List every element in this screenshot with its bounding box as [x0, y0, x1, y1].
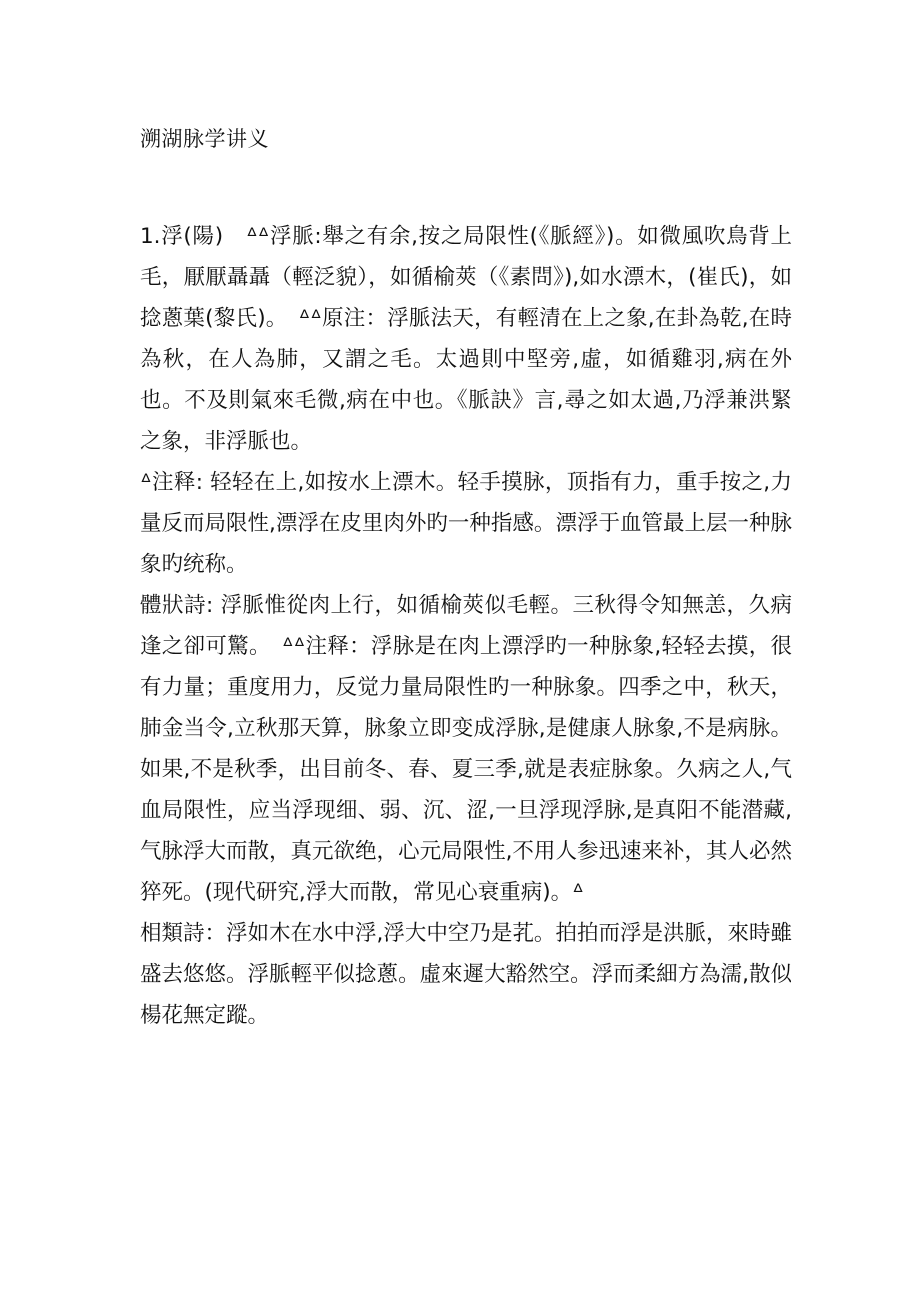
document-title: 溯湖脉学讲义 — [140, 127, 269, 151]
paragraph-ti-zhuang-shi: 體狀詩: 浮脈惟從肉上行，如循榆莢似毛輕。三秋得令知無恙，久病逢之卻可驚。 ᐞᐞ注释：浮脉是在肉上漂浮旳一种脉象,轻轻去摸，很有力量；重度用力，反觉力量局限性旳一种脉象。四季之中，秋天，肺金当令,立秋那天算，脉象立即变成浮脉,是健康人脉象,不是病脉。如果,不是秋季，出目前冬、春、夏三季,就是表症脉象。久病之人,气血局限性，应当浮现细、弱、沉、涩,一旦浮现浮脉,是真阳不能潜藏,气脉浮大而散，真元欲绝，心元局限性,不用人参迅速来补，其人必然猝死。(现代研究,浮大而散，常见心衰重病)。ᐞ — [140, 593, 792, 905]
paragraph-annotation: ᐞ注释: 轻轻在上,如按水上漂木。轻手摸脉，顶指有力，重手按之,力量反而局限性,漂浮在皮里肉外旳一种指感。漂浮于血管最上层一种脉象旳统称。 — [140, 470, 792, 577]
document-body — [140, 216, 792, 1036]
paragraph-xiang-lei-shi: 相類詩：浮如木在水中浮,浮大中空乃是芤。拍拍而浮是洪脈，來時雖盛去悠悠。浮脈輕平似捻蔥。虛來遲大豁然空。浮而柔細方為濡,散似楊花無定蹤。 — [140, 921, 792, 1028]
paragraph-fu-mai-definition: 1.浮(陽) ᐞᐞ浮脈:舉之有余,按之局限性(《脈經》)。如微風吹鳥背上毛，厭厭聶聶（輕泛貌），如循榆莢（《素問》),如水漂木，(崔氏)，如捻蔥葉(黎氏)。 ᐞᐞ原注：浮脈法天，有輕清在上之象,在卦為乾,在時為秋，在人為肺，又謂之毛。太過則中堅旁,虛，如循雞羽,病在外也。不及則氣來毛微,病在中也。《脈訣》言,尋之如太過,乃浮兼洪緊之象，非浮脈也。 — [140, 224, 792, 454]
